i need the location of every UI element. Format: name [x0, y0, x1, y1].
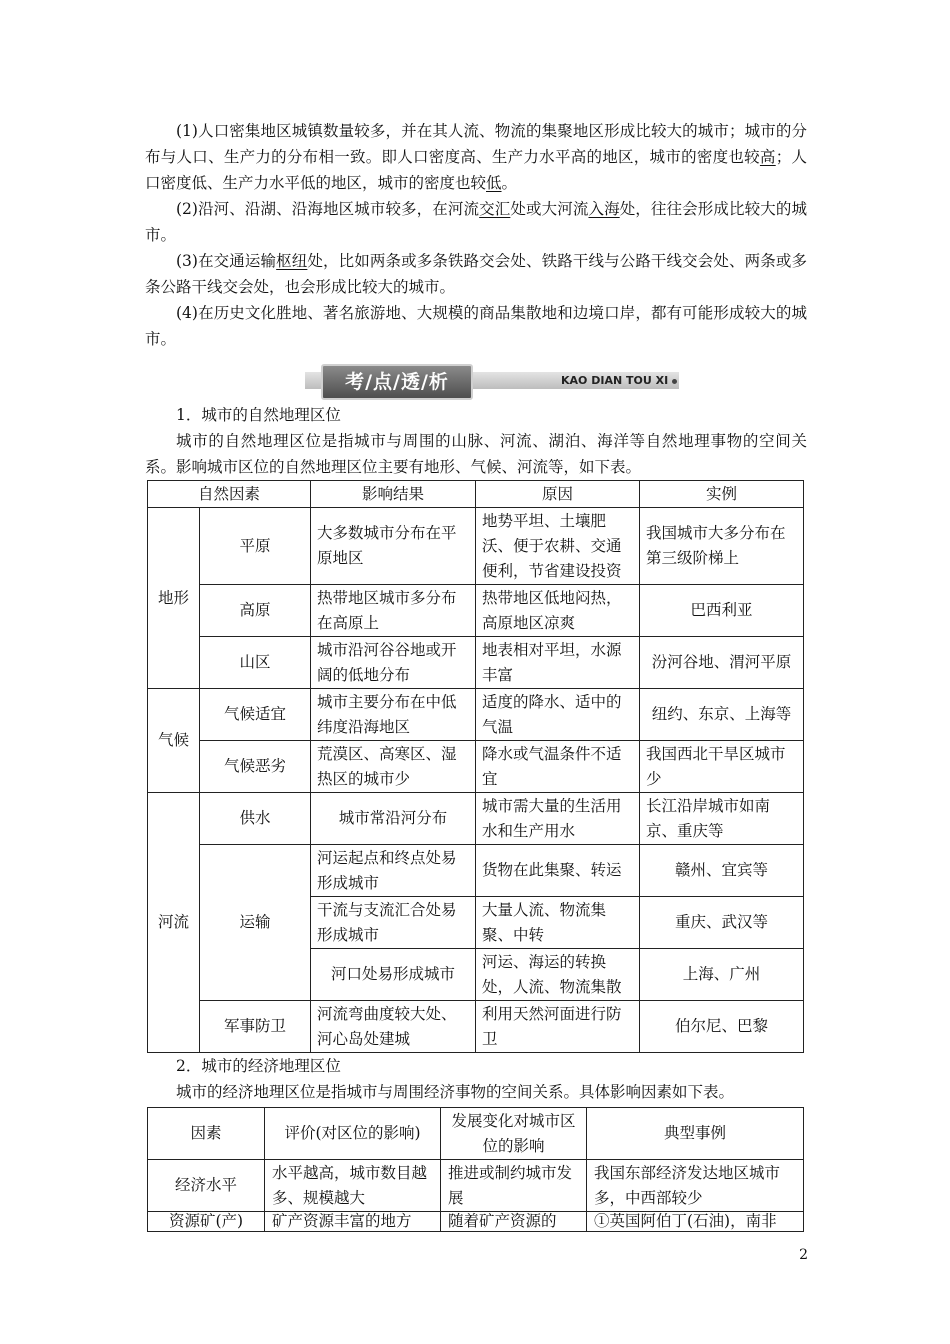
header-cell: 典型事例	[587, 1108, 804, 1160]
section-1-intro: 城市的自然地理区位是指城市与周围的山脉、河流、湖泊、海洋等自然地理事物的空间关系。影响城市区位的自然地理区位主要有地形、气候、河流等，如下表。	[145, 432, 807, 476]
example-cell: 我国西北干旱区城市少	[640, 741, 804, 793]
evaluation-cell: 矿产资源丰富的地方	[265, 1212, 441, 1232]
result-cell: 河运起点和终点处易形成城市	[311, 845, 476, 897]
table-row	[148, 689, 804, 741]
factor-cell: 高原	[200, 585, 311, 637]
table-row	[148, 1001, 804, 1053]
text: 处或大河流	[510, 200, 589, 218]
example-cell: 伯尔尼、巴黎	[640, 1001, 804, 1053]
example-cell: 汾河谷地、渭河平原	[640, 637, 804, 689]
factor-cell: 资源矿(产)	[148, 1212, 265, 1232]
reason-cell: 热带地区低地闷热，高原地区凉爽	[476, 585, 640, 637]
reason-cell: 降水或气温条件不适宜	[476, 741, 640, 793]
text: (3)在交通运输	[176, 252, 277, 270]
header-cell: 发展变化对城市区位的影响	[441, 1108, 587, 1160]
group-cell-climate: 气候	[148, 689, 200, 793]
reason-cell: 地表相对平坦，水源丰富	[476, 637, 640, 689]
banner-subtitle	[561, 372, 677, 389]
table-row	[148, 741, 804, 793]
factor-cell: 经济水平	[148, 1160, 265, 1212]
result-cell: 河流弯曲度较大处、河心岛处建城	[311, 1001, 476, 1053]
example-cell: 巴西利亚	[640, 585, 804, 637]
example-cell: 重庆、武汉等	[640, 897, 804, 949]
economic-location-table	[147, 1107, 804, 1232]
underlined-answer: 高	[759, 148, 776, 166]
result-cell: 大多数城市分布在平原地区	[311, 508, 476, 585]
dot-icon	[672, 379, 677, 384]
paragraph-1	[145, 118, 807, 196]
reason-cell: 货物在此集聚、转运	[476, 845, 640, 897]
result-cell: 河口处易形成城市	[311, 949, 476, 1001]
factor-cell: 平原	[200, 508, 311, 585]
text: ；人口密度低、生产力水平低的地区，城市的密度也较	[145, 148, 807, 192]
header-cell: 实例	[640, 481, 804, 508]
header-cell: 因素	[148, 1108, 265, 1160]
natural-location-table	[147, 480, 804, 1053]
table-row	[148, 637, 804, 689]
example-cell: 我国东部经济发达地区城市多，中西部较少	[587, 1160, 804, 1212]
result-cell: 城市常沿河分布	[311, 793, 476, 845]
page-content	[145, 118, 807, 1232]
factor-cell: 山区	[200, 637, 311, 689]
header-cell: 原因	[476, 481, 640, 508]
banner-title: 考/点/透/析	[321, 364, 473, 400]
table-row	[148, 793, 804, 845]
underlined-answer: 枢纽	[276, 252, 308, 270]
section-2-heading: 2．城市的经济地理区位	[176, 1057, 341, 1075]
table-header-row	[148, 481, 804, 508]
table-header-row	[148, 1108, 804, 1160]
text: 。	[501, 174, 518, 192]
paragraph-3	[145, 248, 807, 300]
reason-cell: 适度的降水、适中的气温	[476, 689, 640, 741]
reason-cell: 利用天然河面进行防卫	[476, 1001, 640, 1053]
reason-cell: 地势平坦、土壤肥沃、便于农耕、交通便利，节省建设投资	[476, 508, 640, 585]
reason-cell: 城市需大量的生活用水和生产用水	[476, 793, 640, 845]
factor-cell: 军事防卫	[200, 1001, 311, 1053]
text: 处，比如两条或多条铁路交会处、铁路干线与公路干线交会处、两条或多条公路干线交会处，也会形成比较大的城市。	[145, 252, 807, 296]
change-cell: 随着矿产资源的	[441, 1212, 587, 1232]
table-row	[148, 1160, 804, 1212]
example-cell: 我国城市大多分布在第三级阶梯上	[640, 508, 804, 585]
example-cell: 长江沿岸城市如南京、重庆等	[640, 793, 804, 845]
example-cell: 上海、广州	[640, 949, 804, 1001]
section-1-heading: 1．城市的自然地理区位	[176, 406, 341, 424]
text: (2)沿河、沿湖、沿海地区城市较多，在河流	[176, 200, 480, 218]
factor-cell: 气候恶劣	[200, 741, 311, 793]
reason-cell: 河运、海运的转换处，人流、物流集散	[476, 949, 640, 1001]
group-cell-river: 河流	[148, 793, 200, 1053]
change-cell: 推进或制约城市发展	[441, 1160, 587, 1212]
factor-cell: 气候适宜	[200, 689, 311, 741]
reason-cell: 大量人流、物流集聚、中转	[476, 897, 640, 949]
header-cell: 评价(对区位的影响)	[265, 1108, 441, 1160]
header-cell: 影响结果	[311, 481, 476, 508]
underlined-answer: 交汇	[479, 200, 511, 218]
table-row	[148, 585, 804, 637]
result-cell: 城市主要分布在中低纬度沿海地区	[311, 689, 476, 741]
result-cell: 干流与支流汇合处易形成城市	[311, 897, 476, 949]
paragraph-2	[145, 196, 807, 248]
example-cell: 纽约、东京、上海等	[640, 689, 804, 741]
result-cell: 城市沿河谷谷地或开阔的低地分布	[311, 637, 476, 689]
evaluation-cell: 水平越高，城市数目越多、规模越大	[265, 1160, 441, 1212]
table-row	[148, 508, 804, 585]
section-banner	[145, 364, 807, 398]
section-2-intro: 城市的经济地理区位是指城市与周围经济事物的空间关系。具体影响因素如下表。	[176, 1083, 735, 1101]
example-cell: ①英国阿伯丁(石油)，南非	[587, 1212, 804, 1232]
underlined-answer: 低	[486, 174, 502, 192]
text: 处，往往会形成比较大的城市。	[145, 200, 807, 244]
banner-subtitle-text: KAO DIAN TOU XI	[561, 374, 669, 387]
table-row	[148, 845, 804, 897]
group-cell-terrain: 地形	[148, 508, 200, 689]
result-cell: 荒漠区、高寒区、湿热区的城市少	[311, 741, 476, 793]
text: (1)人口密集地区城镇数量较多，并在其人流、物流的集聚地区形成比较大的城市；城市的分布与人口、生产力的分布相一致。即人口密度高、生产力水平高的地区，城市的密度也较	[145, 122, 807, 166]
paragraph-4: (4)在历史文化胜地、著名旅游地、大规模的商品集散地和边境口岸，都有可能形成较大的城市。	[145, 304, 807, 348]
header-cell: 自然因素	[148, 481, 311, 508]
factor-cell: 运输	[200, 845, 311, 1001]
table-row	[148, 1212, 804, 1232]
example-cell: 赣州、宜宾等	[640, 845, 804, 897]
result-cell: 热带地区城市多分布在高原上	[311, 585, 476, 637]
underlined-answer: 入海	[588, 200, 620, 218]
factor-cell: 供水	[200, 793, 311, 845]
page-number: 2	[799, 1247, 808, 1263]
